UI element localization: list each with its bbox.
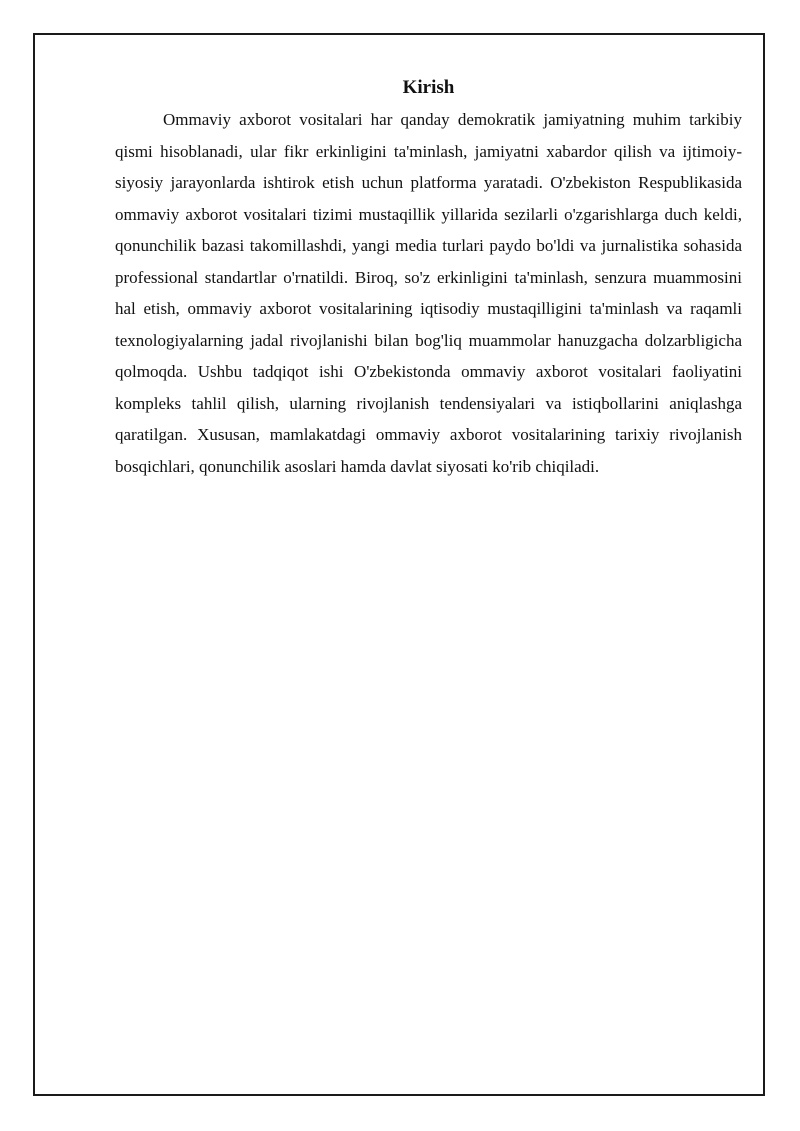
section-title: Kirish <box>402 77 455 98</box>
body-paragraph: Ommaviy axborot vositalari har qanday demokratik jamiyatning muhim tarkibiy qismi hisoblanadi, ular fikr erkinligini ta'minlash, jamiyatni xabardor qilish va ijtimoiy-siyosiy jarayonlarda ishtirok etish uchun platforma yaratadi. O'zbekiston Respublikasida ommaviy axborot vositalari tizimi mustaqillik yillarida sezilarli o'zgarishlarga duch keldi, qonunchilik bazasi takomillashdi, yangi media turlari paydo bo'ldi va jurnalistika sohasida professional standartlar o'rnatildi. Biroq, so'z erkinligini ta'minlash, senzura muammosini hal etish, ommaviy axborot vositalarining iqtisodiy mustaqilligini ta'minlash va raqamli texnologiyalarning jadal rivojlanishi bilan bog'liq muammolar hanuzgacha dolzarbligicha qolmoqda. Ushbu tadqiqot ishi O'zbekistonda ommaviy axborot vositalari faoliyatini kompleks tahlil qilish, ularning rivojlanish tendensiyalari va istiqbollarini aniqlashga qaratilgan. Xususan, mamlakatdagi ommaviy axborot vositalarining tarixiy rivojlanish bosqichlari, qonunchilik asoslari hamda davlat siyosati ko'rib chiqiladi. <box>115 110 742 476</box>
document-body <box>115 76 742 482</box>
